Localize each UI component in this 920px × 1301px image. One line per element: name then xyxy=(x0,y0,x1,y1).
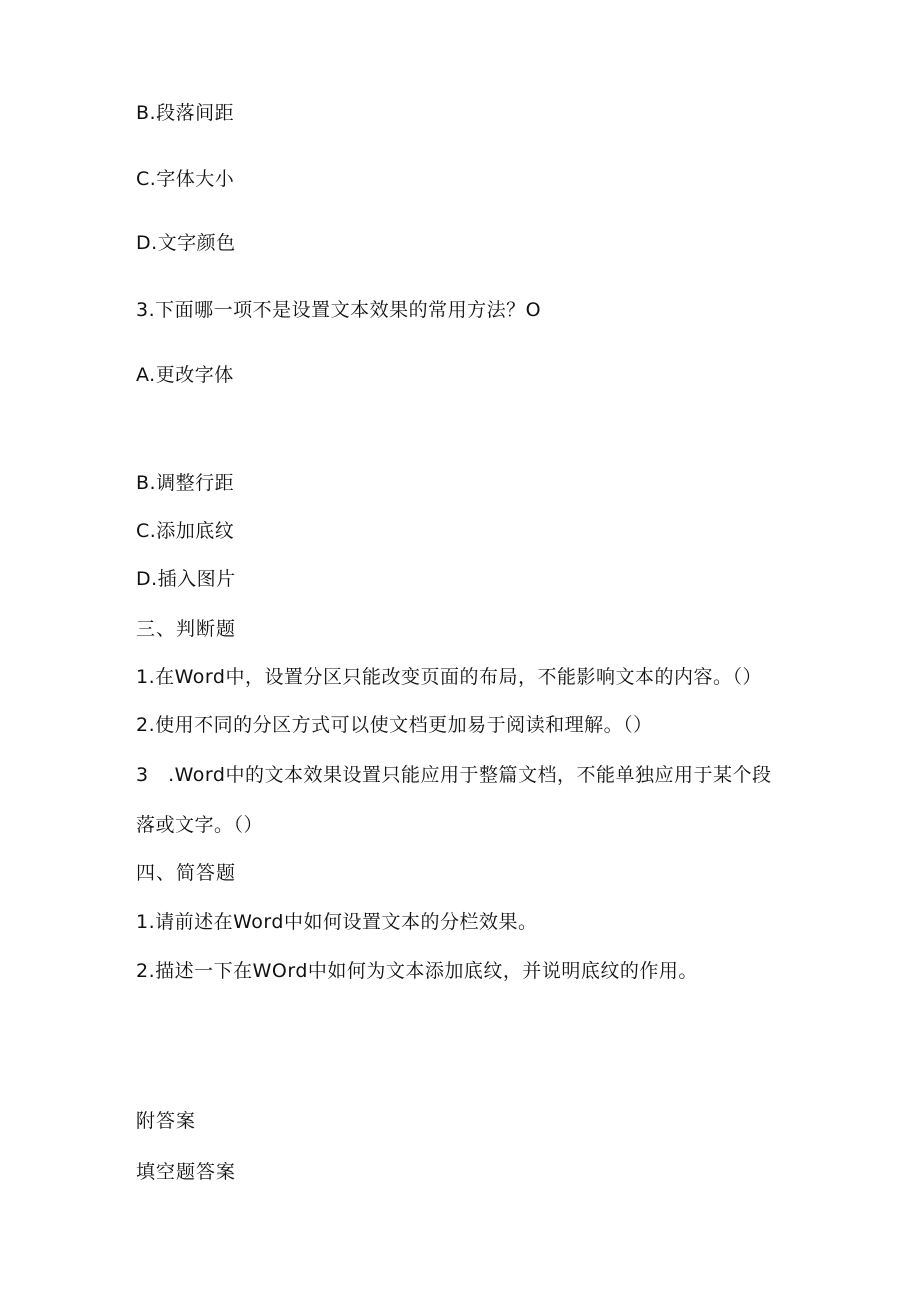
option-c-font-size: C.字体大小 xyxy=(136,168,235,190)
short-answer-question-1: 1.请前述在Word中如何设置文本的分栏效果。 xyxy=(136,911,538,933)
option-c-add-shading: C.添加底纹 xyxy=(136,520,235,542)
true-false-question-3: 3 .Word中的文本效果设置只能应用于整篇文档，不能单独应用于某个段 xyxy=(136,764,772,786)
short-answer-question-2: 2.描述一下在WOrd中如何为文本添加底纹，并说明底纹的作用。 xyxy=(136,960,698,982)
option-b-line-spacing: B.调整行距 xyxy=(136,472,235,494)
true-false-question-1: 1.在Word中，设置分区只能改变页面的布局，不能影响文本的内容。（） xyxy=(136,666,762,688)
option-b-paragraph-spacing: B.段落间距 xyxy=(136,102,235,124)
option-d-insert-picture: D.插入图片 xyxy=(136,568,236,590)
option-a-change-font: A.更改字体 xyxy=(136,364,234,386)
section-short-answer-heading: 四、简答题 xyxy=(136,862,237,884)
true-false-question-2: 2.使用不同的分区方式可以使文档更加易于阅读和理解。（） xyxy=(136,714,653,736)
appendix-answers-heading: 附答案 xyxy=(136,1110,197,1132)
option-d-text-color: D.文字颜色 xyxy=(136,232,236,254)
fill-in-answers-heading: 填空题答案 xyxy=(136,1161,237,1183)
true-false-question-3-continued: 落或文字。（） xyxy=(136,814,264,836)
section-true-false-heading: 三、判断题 xyxy=(136,618,237,640)
question-3: 3.下面哪一项不是设置文本效果的常用方法？O xyxy=(136,299,542,321)
